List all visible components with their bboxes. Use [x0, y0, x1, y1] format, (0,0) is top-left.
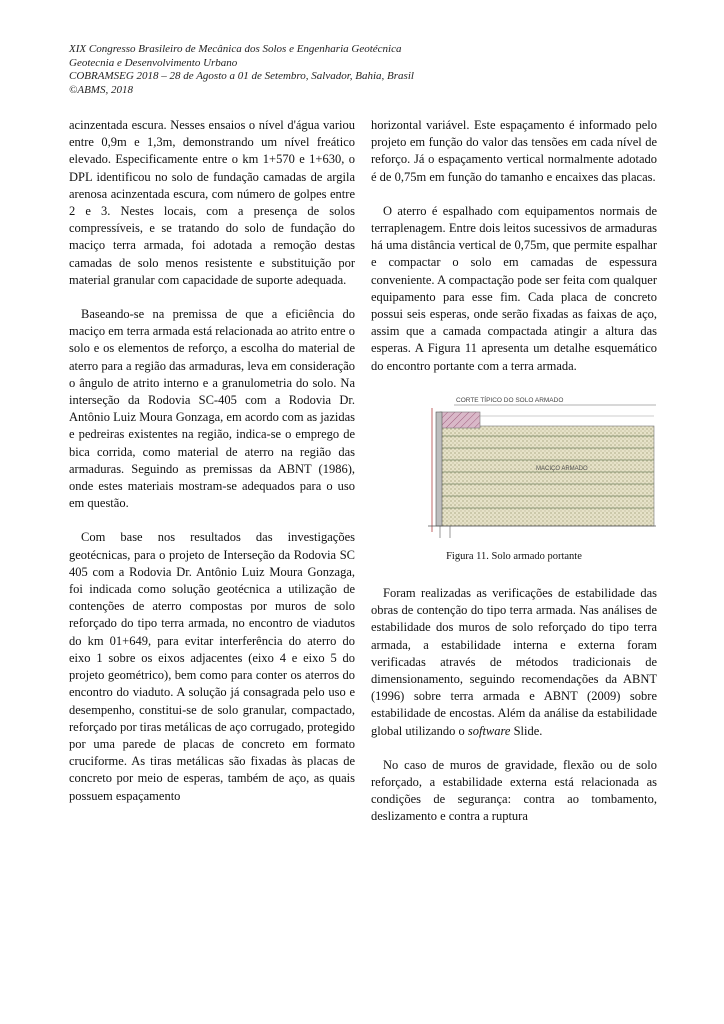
soil-mass-label: MACIÇO ARMADO — [536, 465, 588, 472]
paragraph — [371, 585, 657, 740]
italic-term: software — [467, 723, 511, 738]
paragraph: horizontal variável. Este espaçamento é informado pelo projeto em função do valor das tensões em cada nível de reforço. Já o espaçamento vertical normalmente adotado é de 0,75m em função do tamanho e encaixes das placas. — [371, 118, 657, 184]
paragraph: Com base nos resultados das investigações geotécnicas, para o projeto de Interseção da Rodovia SC 405 com a Rodovia Dr. Antônio Luiz Moura Gonzaga, foi indicada como solução geotécnica a utilização de contenções de aterro compostas por muros de solo reforçado do tipo terra armada, no encontro de viadutos do km 01+649, para evitar interferência do aterro do eixo 1 sobre os eixos adjacentes (eixo 4 e eixo 5 do projeto geométrico), bem como para conter os aterros do encontro do viaduto. A solução já consagrada pelo uso e desempenho, constitui-se de solo granular, compactado, reforçado por tiras metálicas de aço corrugado, protegido por uma parede de placas de concreto em formato cruciforme. As tiras metálicas são fixadas às placas de concreto por meio de esperas, também de aço, as quais possuem espaçamento — [69, 530, 355, 803]
paragraph-text: Foram realizadas as verificações de estabilidade das obras de contenção do tipo terra armada. Nas análises de estabilidade dos muros de solo reforçado do tipo terra armada, a estabilidade interna e externa foram verificadas através de métodos tradicionais de dimensionamento, seguindo recomendações da ABNT (1996) sobre terra armada e ABNT (2009) sobre estabilidade de encostas. Além da análise da estabilidade global utilizando o — [371, 586, 657, 738]
header-theme: Geotecnia e Desenvolvimento Urbano — [69, 56, 238, 69]
paragraph: O aterro é espalhado com equipamentos normais de terraplenagem. Entre dois leitos sucessivos de armaduras há uma distância vertical de 0,75m, que permite espalhar e compactar o solo em camadas de espessura conveniente. A compactação pode ser feita com qualquer equipamento para esse fim. Cada placa de concreto possui seis esperas, onde serão fixadas as faixas de aço, assim que a camada compactada atingir a altura das esperas. A Figura 11 apresenta um detalhe esquemático do encontro portante com a terra armada. — [371, 203, 657, 373]
header-copyright: ©ABMS, 2018 — [69, 83, 133, 96]
page-header — [69, 43, 414, 97]
figure-11 — [371, 392, 657, 540]
paragraph: Baseando-se na premissa de que a eficiência do maciço em terra armada está relacionada ao atrito entre o solo e os elementos de reforço, a escolha do material de aterro para a região das armaduras, leva em consideração o ângulo de atrito interno e a granulometria do solo. Na interseção da Rodovia SC-405 com a Rodovia Dr. Antônio Luiz Moura Gonzaga, em acordo com as jazidas e pedreiras existentes na região, indica-se o emprego de bica corrida, como material de aterro na região das armaduras. Seguindo as premissas da ABNT (1986), onde estes materiais mostram-se adequados para o uso em questão. — [69, 307, 355, 511]
header-conference: XIX Congresso Brasileiro de Mecânica dos Solos e Engenharia Geotécnica — [69, 43, 402, 55]
figure-caption: Figura 11. Solo armado portante — [446, 550, 582, 562]
top-slab — [440, 412, 480, 428]
paragraph: acinzentada escura. Nesses ensaios o nível d'água variou entre 0,9m e 1,3m, demonstrando um nível freático elevado. Especificamente entre o km 1+570 e 1+630, o DPL identificou no solo de fundação camadas de argila arenosa acinzentada escura, com número de golpes entre 2 e 3. Nestes locais, com a presença de solos compressíveis, e se tratando do solo de fundação do maciço terra armada, foi adotada a remoção destas camadas de solo menos resistente e substituição por material granular com capacidade de suporte adequada. — [69, 118, 355, 287]
concrete-facing-panels — [436, 412, 442, 526]
header-event: COBRAMSEG 2018 – 28 de Agosto a 01 de Setembro, Salvador, Bahia, Brasil — [69, 70, 414, 82]
left-column — [69, 117, 355, 822]
reinforced-soil-diagram — [418, 392, 658, 540]
paragraph: No caso de muros de gravidade, flexão ou de solo reforçado, a estabilidade externa está relacionada as condições de segurança: contra ao tombamento, deslizamento e contra a ruptura — [371, 757, 657, 824]
right-column — [371, 117, 657, 843]
figure-title: CORTE TÍPICO DO SOLO ARMADO — [456, 396, 564, 404]
paragraph-text: Slide. — [510, 723, 543, 738]
soil-mass — [440, 426, 654, 526]
